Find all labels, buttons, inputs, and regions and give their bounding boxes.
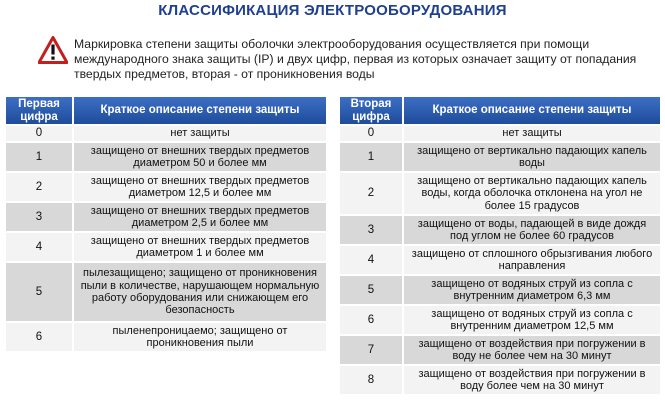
description-cell: защищено от внешних твердых предметов диаметром 2,5 и более мм: [74, 203, 326, 231]
table-row: [340, 143, 660, 171]
table-row: [6, 143, 326, 171]
digit-cell: 3: [340, 216, 404, 244]
table-row: [6, 263, 326, 321]
description-cell: нет защиты: [404, 126, 660, 141]
description-cell: защищено от вертикально падающих капель воды, когда оболочка отклонена на угол не более 15 градусов: [404, 173, 660, 214]
table-row: [6, 173, 326, 201]
header-second-digit: Вторая цифра: [340, 97, 404, 124]
table-row: [340, 173, 660, 214]
table-row: [6, 203, 326, 231]
description-cell: пылезащищено; защищено от проникновения пыли в количестве, нарушающем нормальную работу оборудования или снижающем его безопасность: [74, 263, 326, 321]
description-cell: защищено от водяных струй из сопла с внутренним диаметром 12,5 мм: [404, 306, 660, 334]
page-title: КЛАССИФИКАЦИЯ ЭЛЕКТРООБОРУДОВАНИЯ: [158, 2, 507, 19]
digit-cell: 4: [6, 233, 74, 261]
digit-cell: 1: [340, 143, 404, 171]
table-row: [340, 216, 660, 244]
digit-cell: 6: [6, 323, 74, 351]
table-header: [6, 97, 326, 124]
header-description: Краткое описание степени защиты: [404, 97, 660, 124]
header-description: Краткое описание степени защиты: [74, 97, 326, 124]
digit-cell: 2: [340, 173, 404, 214]
table-row: [340, 126, 660, 141]
header-first-digit: Первая цифра: [6, 97, 74, 124]
table-row: [340, 276, 660, 304]
description-cell: защищено от сплошного обрызгивания любого направления: [404, 246, 660, 274]
digit-cell: 5: [6, 263, 74, 321]
digit-cell: 8: [340, 366, 404, 394]
description-cell: защищено от воды, падающей в виде дождя под углом не более 60 градусов: [404, 216, 660, 244]
table-row: [6, 323, 326, 351]
table-header: [340, 97, 660, 124]
digit-cell: 7: [340, 336, 404, 364]
warning-triangle-icon: [38, 36, 68, 64]
digit-cell: 0: [6, 126, 74, 141]
table-row: [6, 126, 326, 141]
description-cell: нет защиты: [74, 126, 326, 141]
table-row: [6, 233, 326, 261]
table-row: [340, 366, 660, 394]
first-digit-table: [6, 95, 326, 353]
table-row: [340, 306, 660, 334]
description-cell: защищено от водяных струй из сопла с внутренним диаметром 6,3 мм: [404, 276, 660, 304]
digit-cell: 5: [340, 276, 404, 304]
digit-cell: 6: [340, 306, 404, 334]
description-cell: защищено от внешних твердых предметов диаметром 1 и более мм: [74, 233, 326, 261]
digit-cell: 2: [6, 173, 74, 201]
description-cell: защищено от воздействия при погружении в воду более чем на 30 минут: [404, 366, 660, 394]
digit-cell: 3: [6, 203, 74, 231]
intro-text: Маркировка степени защиты оболочки электрооборудования осуществляется при помощи международного знака защиты (IP) и двух цифр, первая из которых означает защиту от попадания твердых предметов, вторая - от проникновения воды: [74, 37, 637, 81]
second-digit-table: [340, 95, 660, 396]
description-cell: защищено от внешних твердых предметов диаметром 12,5 и более мм: [74, 173, 326, 201]
description-cell: защищено от воздействия при погружении в воду не более чем на 30 минут: [404, 336, 660, 364]
digit-cell: 1: [6, 143, 74, 171]
table-row: [340, 246, 660, 274]
description-cell: защищено от внешних твердых предметов диаметром 50 и более мм: [74, 143, 326, 171]
digit-cell: 4: [340, 246, 404, 274]
description-cell: защищено от вертикально падающих капель воды: [404, 143, 660, 171]
table-row: [340, 336, 660, 364]
description-cell: пыленепроницаемо; защищено от проникновения пыли: [74, 323, 326, 351]
digit-cell: 0: [340, 126, 404, 141]
